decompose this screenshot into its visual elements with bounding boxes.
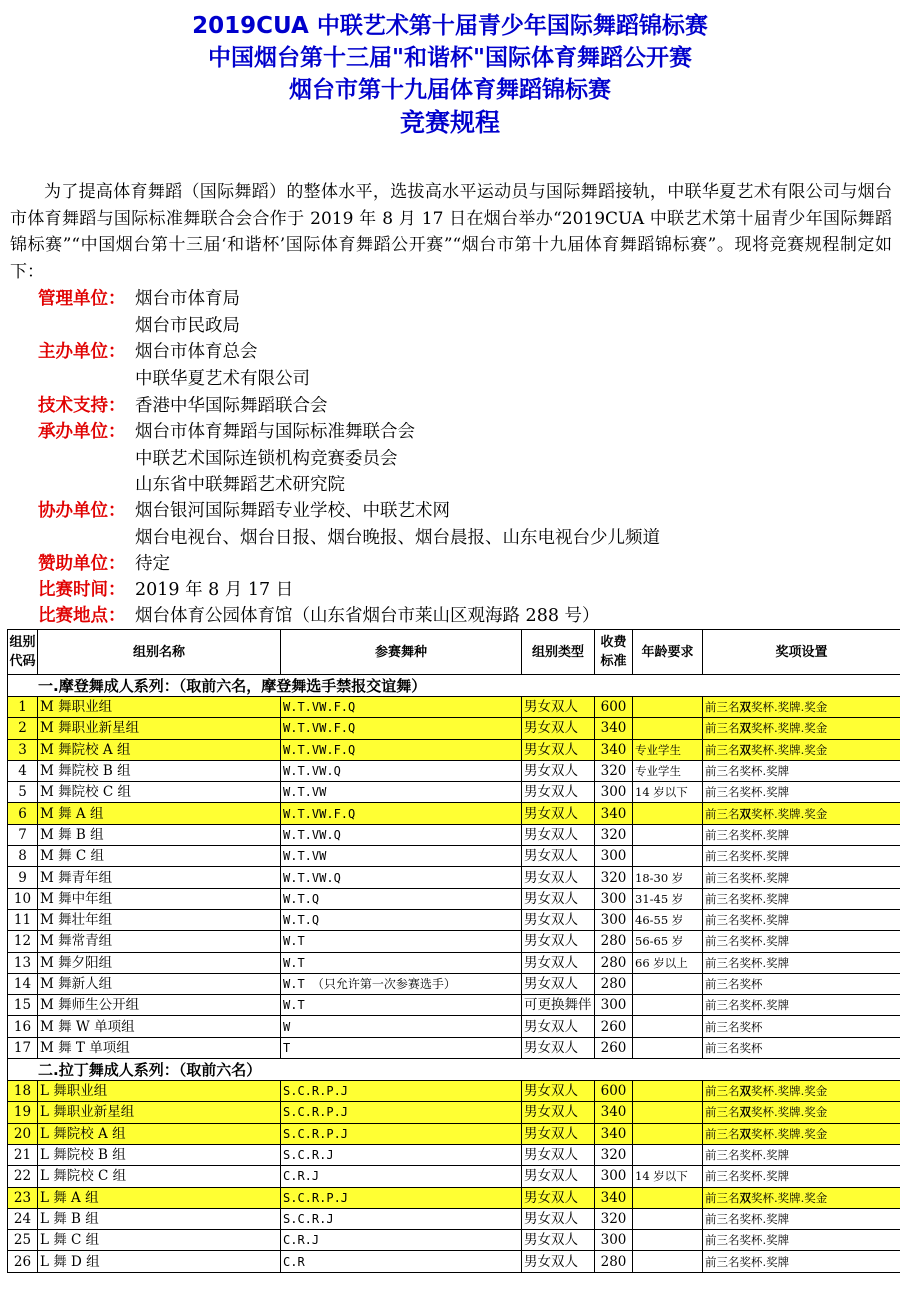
org-co-2 (38, 525, 660, 551)
cell-fee: 300 (595, 995, 633, 1016)
cell-type: 男女双人 (522, 1230, 595, 1251)
table-row (8, 1230, 900, 1251)
cell-name: M 舞夕阳组 (38, 952, 281, 973)
cell-code: 26 (8, 1251, 38, 1272)
cell-type: 男女双人 (522, 1187, 595, 1208)
table-row (8, 846, 900, 867)
cell-awards: 前三名奖杯.奖牌 (703, 846, 900, 867)
cell-awards: 前三名双奖杯.奖牌.奖金 (703, 803, 900, 824)
cell-age (633, 1230, 703, 1251)
cell-name: L 舞院校 A 组 (38, 1123, 281, 1144)
org-tech (38, 393, 328, 419)
cell-awards: 前三名奖杯.奖牌 (703, 867, 900, 888)
cell-awards: 前三名奖杯.奖牌 (703, 1251, 900, 1272)
section-heading (8, 675, 900, 697)
cell-fee: 280 (595, 1251, 633, 1272)
org-label: 协办单位： (38, 501, 126, 521)
cell-fee: 600 (595, 697, 633, 718)
cell-fee: 600 (595, 1081, 633, 1102)
cell-awards: 前三名奖杯.奖牌 (703, 1166, 900, 1187)
cell-awards: 前三名双奖杯.奖牌.奖金 (703, 1123, 900, 1144)
cell-awards: 前三名奖杯.奖牌 (703, 760, 900, 781)
cell-awards: 前三名奖杯.奖牌 (703, 909, 900, 930)
cell-dances: W.T.Q (281, 909, 522, 930)
cell-dances: S.C.R.P.J (281, 1187, 522, 1208)
cell-fee: 280 (595, 931, 633, 952)
org-organizer-2 (38, 446, 398, 472)
table-row (8, 697, 900, 718)
cell-age: 14 岁以下 (633, 782, 703, 803)
cell-awards: 前三名奖杯.奖牌 (703, 1230, 900, 1251)
cell-type: 男女双人 (522, 782, 595, 803)
cell-code: 24 (8, 1208, 38, 1229)
cell-age (633, 1016, 703, 1037)
table-row (8, 1037, 900, 1058)
cell-code: 15 (8, 995, 38, 1016)
org-label: 技术支持： (38, 396, 126, 416)
org-value: 待定 (135, 554, 170, 574)
cell-type: 男女双人 (522, 888, 595, 909)
cell-code: 22 (8, 1166, 38, 1187)
org-value: 2019 年 8 月 17 日 (135, 580, 294, 600)
cell-fee: 340 (595, 1123, 633, 1144)
cell-name: L 舞职业新星组 (38, 1102, 281, 1123)
cell-awards: 前三名奖杯.奖牌 (703, 995, 900, 1016)
cell-dances: W.T.VW.Q (281, 824, 522, 845)
cell-awards: 前三名双奖杯.奖牌.奖金 (703, 718, 900, 739)
org-management (38, 286, 240, 312)
cell-name: M 舞 W 单项组 (38, 1016, 281, 1037)
cell-name: M 舞中年组 (38, 888, 281, 909)
cell-code: 7 (8, 824, 38, 845)
cell-name: M 舞 B 组 (38, 824, 281, 845)
cell-type: 男女双人 (522, 1016, 595, 1037)
cell-age (633, 1081, 703, 1102)
header-age: 年龄要求 (633, 630, 703, 675)
table-row (8, 1081, 900, 1102)
cell-awards: 前三名奖杯 (703, 1037, 900, 1058)
cell-age: 18-30 岁 (633, 867, 703, 888)
cell-type: 男女双人 (522, 1251, 595, 1272)
cell-type: 男女双人 (522, 803, 595, 824)
section-heading (8, 1059, 900, 1081)
cell-age: 14 岁以下 (633, 1166, 703, 1187)
table-row (8, 973, 900, 994)
cell-fee: 320 (595, 760, 633, 781)
cell-name: M 舞职业组 (38, 697, 281, 718)
table-row (8, 760, 900, 781)
cell-name: M 舞青年组 (38, 867, 281, 888)
cell-fee: 300 (595, 846, 633, 867)
cell-fee: 260 (595, 1016, 633, 1037)
table-row (8, 1102, 900, 1123)
cell-type: 男女双人 (522, 867, 595, 888)
cell-name: M 舞新人组 (38, 973, 281, 994)
cell-dances: W.T.VW.F.Q (281, 739, 522, 760)
table-row (8, 1208, 900, 1229)
table-row (8, 739, 900, 760)
cell-name: L 舞职业组 (38, 1081, 281, 1102)
cell-fee: 320 (595, 824, 633, 845)
org-value: 烟台体育公园体育馆（山东省烟台市莱山区观海路 288 号） (135, 606, 600, 626)
cell-age: 56-65 岁 (633, 931, 703, 952)
document-title (0, 10, 900, 140)
cell-age (633, 718, 703, 739)
table-row (8, 718, 900, 739)
cell-dances: W.T (281, 952, 522, 973)
cell-fee: 280 (595, 973, 633, 994)
section-title: 二.拉丁舞成人系列：（取前六名） (8, 1059, 900, 1081)
table-row (8, 782, 900, 803)
cell-dances: W.T （只允许第一次参赛选手） (281, 973, 522, 994)
table-row (8, 1123, 900, 1144)
cell-type: 男女双人 (522, 1102, 595, 1123)
cell-age (633, 1144, 703, 1165)
cell-dances: W (281, 1016, 522, 1037)
cell-awards: 前三名奖杯.奖牌 (703, 782, 900, 803)
cell-dances: W.T (281, 995, 522, 1016)
cell-name: M 舞 A 组 (38, 803, 281, 824)
header-awards: 奖项设置 (703, 630, 900, 675)
cell-awards: 前三名奖杯 (703, 973, 900, 994)
cell-type: 男女双人 (522, 697, 595, 718)
cell-code: 12 (8, 931, 38, 952)
cell-code: 17 (8, 1037, 38, 1058)
table-row (8, 824, 900, 845)
org-value: 山东省中联舞蹈艺术研究院 (135, 475, 345, 495)
title-line-3: 烟台市第十九届体育舞蹈锦标赛 (289, 77, 611, 103)
cell-code: 10 (8, 888, 38, 909)
header-type: 组别类型 (522, 630, 595, 675)
title-line-4: 竞赛规程 (399, 108, 500, 137)
table-row (8, 931, 900, 952)
cell-age (633, 846, 703, 867)
cell-dances: C.R.J (281, 1230, 522, 1251)
table-row (8, 1187, 900, 1208)
org-value: 烟台市体育局 (135, 289, 240, 309)
cell-age (633, 1251, 703, 1272)
cell-name: M 舞 T 单项组 (38, 1037, 281, 1058)
cell-code: 4 (8, 760, 38, 781)
cell-age: 46-55 岁 (633, 909, 703, 930)
org-host-2 (38, 366, 310, 392)
cell-name: M 舞常青组 (38, 931, 281, 952)
table-row (8, 888, 900, 909)
cell-age (633, 824, 703, 845)
org-value: 中联华夏艺术有限公司 (135, 369, 310, 389)
org-host (38, 339, 258, 365)
cell-type: 男女双人 (522, 718, 595, 739)
cell-code: 2 (8, 718, 38, 739)
header-dances: 参赛舞种 (281, 630, 522, 675)
table-row (8, 1166, 900, 1187)
table-row (8, 1144, 900, 1165)
cell-code: 19 (8, 1102, 38, 1123)
cell-dances: C.R.J (281, 1166, 522, 1187)
cell-name: L 舞 C 组 (38, 1230, 281, 1251)
title-line-1: 2019CUA 中联艺术第十届青少年国际舞蹈锦标赛 (192, 13, 708, 39)
table-header-row (8, 630, 900, 675)
cell-dances: W.T.Q (281, 888, 522, 909)
cell-age: 专业学生 (633, 760, 703, 781)
cell-fee: 320 (595, 867, 633, 888)
cell-awards: 前三名奖杯.奖牌 (703, 824, 900, 845)
cell-age (633, 1123, 703, 1144)
cell-name: M 舞院校 C 组 (38, 782, 281, 803)
table-row (8, 995, 900, 1016)
cell-awards: 前三名奖杯.奖牌 (703, 888, 900, 909)
cell-age (633, 697, 703, 718)
cell-fee: 260 (595, 1037, 633, 1058)
cell-name: L 舞 D 组 (38, 1251, 281, 1272)
cell-type: 男女双人 (522, 909, 595, 930)
cell-age: 31-45 岁 (633, 888, 703, 909)
table-row (8, 1251, 900, 1272)
cell-name: L 舞院校 B 组 (38, 1144, 281, 1165)
cell-code: 11 (8, 909, 38, 930)
cell-type: 男女双人 (522, 973, 595, 994)
org-value: 烟台市民政局 (135, 316, 240, 336)
org-management-2 (38, 313, 240, 339)
cell-fee: 340 (595, 1187, 633, 1208)
cell-type: 男女双人 (522, 1037, 595, 1058)
cell-code: 21 (8, 1144, 38, 1165)
cell-type: 男女双人 (522, 1166, 595, 1187)
cell-name: M 舞 C 组 (38, 846, 281, 867)
cell-name: L 舞 A 组 (38, 1187, 281, 1208)
org-label: 比赛地点： (38, 606, 126, 626)
cell-fee: 320 (595, 1208, 633, 1229)
title-line-2: 中国烟台第十三届"和谐杯"国际体育舞蹈公开赛 (208, 45, 692, 71)
cell-fee: 300 (595, 1166, 633, 1187)
cell-dances: W.T.VW.F.Q (281, 803, 522, 824)
cell-fee: 340 (595, 739, 633, 760)
cell-age (633, 995, 703, 1016)
cell-name: M 舞院校 B 组 (38, 760, 281, 781)
cell-code: 16 (8, 1016, 38, 1037)
table-row (8, 909, 900, 930)
cell-awards: 前三名奖杯.奖牌 (703, 931, 900, 952)
cell-awards: 前三名奖杯.奖牌 (703, 1144, 900, 1165)
table-row (8, 952, 900, 973)
org-value: 中联艺术国际连锁机构竞赛委员会 (135, 449, 398, 469)
cell-type: 男女双人 (522, 1123, 595, 1144)
cell-code: 1 (8, 697, 38, 718)
org-time (38, 577, 293, 603)
table-row (8, 1016, 900, 1037)
cell-type: 可更换舞伴 (522, 995, 595, 1016)
cell-code: 14 (8, 973, 38, 994)
cell-name: L 舞院校 C 组 (38, 1166, 281, 1187)
org-organizer (38, 419, 415, 445)
cell-age (633, 1102, 703, 1123)
cell-dances: W.T (281, 931, 522, 952)
cell-type: 男女双人 (522, 739, 595, 760)
cell-code: 3 (8, 739, 38, 760)
cell-dances: W.T.VW.Q (281, 867, 522, 888)
cell-code: 20 (8, 1123, 38, 1144)
cell-awards: 前三名双奖杯.奖牌.奖金 (703, 697, 900, 718)
intro-paragraph: 为了提高体育舞蹈（国际舞蹈）的整体水平，选拔高水平运动员与国际舞蹈接轨，中联华夏艺术有限公司与烟台市体育舞蹈与国际标准舞联合会合作于 2019 年 8 月 17 日在烟台举办“2019CUA 中联艺术第十届青少年国际舞蹈锦标赛”“中国烟台第十三届‘和谐杯’国际体育舞蹈公开赛”“烟台市第十九届体育舞蹈锦标赛”。现将竞赛规程制定如下： (10, 182, 892, 282)
cell-dances: W.T.VW.Q (281, 760, 522, 781)
org-organizer-3 (38, 472, 345, 498)
cell-awards: 前三名奖杯.奖牌 (703, 1208, 900, 1229)
cell-code: 8 (8, 846, 38, 867)
cell-fee: 300 (595, 782, 633, 803)
cell-dances: T (281, 1037, 522, 1058)
cell-dances: S.C.R.P.J (281, 1123, 522, 1144)
cell-type: 男女双人 (522, 1208, 595, 1229)
header-name: 组别名称 (38, 630, 281, 675)
org-value: 烟台电视台、烟台日报、烟台晚报、烟台晨报、山东电视台少儿频道 (135, 528, 660, 548)
org-label: 赞助单位： (38, 554, 126, 574)
cell-fee: 320 (595, 1144, 633, 1165)
org-label: 比赛时间： (38, 580, 126, 600)
table-row (8, 803, 900, 824)
cell-code: 25 (8, 1230, 38, 1251)
cell-type: 男女双人 (522, 1144, 595, 1165)
org-label: 主办单位： (38, 342, 126, 362)
org-value: 香港中华国际舞蹈联合会 (135, 396, 328, 416)
cell-awards: 前三名双奖杯.奖牌.奖金 (703, 1081, 900, 1102)
table-row (8, 867, 900, 888)
cell-age (633, 803, 703, 824)
cell-name: M 舞院校 A 组 (38, 739, 281, 760)
cell-type: 男女双人 (522, 1081, 595, 1102)
cell-name: M 舞师生公开组 (38, 995, 281, 1016)
cell-code: 6 (8, 803, 38, 824)
cell-fee: 280 (595, 952, 633, 973)
cell-fee: 300 (595, 888, 633, 909)
cell-name: L 舞 B 组 (38, 1208, 281, 1229)
cell-dances: W.T.VW (281, 782, 522, 803)
header-code: 组别代码 (8, 630, 38, 675)
cell-fee: 340 (595, 1102, 633, 1123)
cell-awards: 前三名双奖杯.奖牌.奖金 (703, 1187, 900, 1208)
org-label: 管理单位： (38, 289, 126, 309)
org-label: 承办单位： (38, 422, 126, 442)
cell-code: 9 (8, 867, 38, 888)
cell-age (633, 1208, 703, 1229)
cell-code: 23 (8, 1187, 38, 1208)
section-title: 一.摩登舞成人系列：（取前六名，摩登舞选手禁报交谊舞） (8, 675, 900, 697)
cell-dances: S.C.R.P.J (281, 1102, 522, 1123)
org-value: 烟台银河国际舞蹈专业学校、中联艺术网 (135, 501, 450, 521)
org-value: 烟台市体育总会 (135, 342, 258, 362)
cell-awards: 前三名奖杯 (703, 1016, 900, 1037)
events-table (7, 629, 900, 1273)
cell-fee: 340 (595, 718, 633, 739)
cell-dances: W.T.VW.F.Q (281, 697, 522, 718)
cell-dances: S.C.R.P.J (281, 1081, 522, 1102)
cell-dances: W.T.VW (281, 846, 522, 867)
cell-type: 男女双人 (522, 846, 595, 867)
cell-type: 男女双人 (522, 824, 595, 845)
cell-awards: 前三名奖杯.奖牌 (703, 952, 900, 973)
cell-type: 男女双人 (522, 760, 595, 781)
org-value: 烟台市体育舞蹈与国际标准舞联合会 (135, 422, 415, 442)
cell-dances: S.C.R.J (281, 1208, 522, 1229)
cell-fee: 340 (595, 803, 633, 824)
cell-dances: S.C.R.J (281, 1144, 522, 1165)
org-sponsor (38, 551, 170, 577)
cell-age (633, 1187, 703, 1208)
cell-code: 18 (8, 1081, 38, 1102)
cell-awards: 前三名双奖杯.奖牌.奖金 (703, 739, 900, 760)
cell-code: 13 (8, 952, 38, 973)
cell-type: 男女双人 (522, 952, 595, 973)
cell-age: 专业学生 (633, 739, 703, 760)
cell-awards: 前三名双奖杯.奖牌.奖金 (703, 1102, 900, 1123)
cell-fee: 300 (595, 909, 633, 930)
header-fee: 收费标准 (595, 630, 633, 675)
cell-name: M 舞职业新星组 (38, 718, 281, 739)
cell-code: 5 (8, 782, 38, 803)
org-venue (38, 603, 600, 629)
cell-name: M 舞壮年组 (38, 909, 281, 930)
cell-fee: 300 (595, 1230, 633, 1251)
cell-age (633, 973, 703, 994)
cell-dances: W.T.VW.F.Q (281, 718, 522, 739)
cell-dances: C.R (281, 1251, 522, 1272)
cell-type: 男女双人 (522, 931, 595, 952)
org-co (38, 498, 450, 524)
cell-age: 66 岁以上 (633, 952, 703, 973)
cell-age (633, 1037, 703, 1058)
